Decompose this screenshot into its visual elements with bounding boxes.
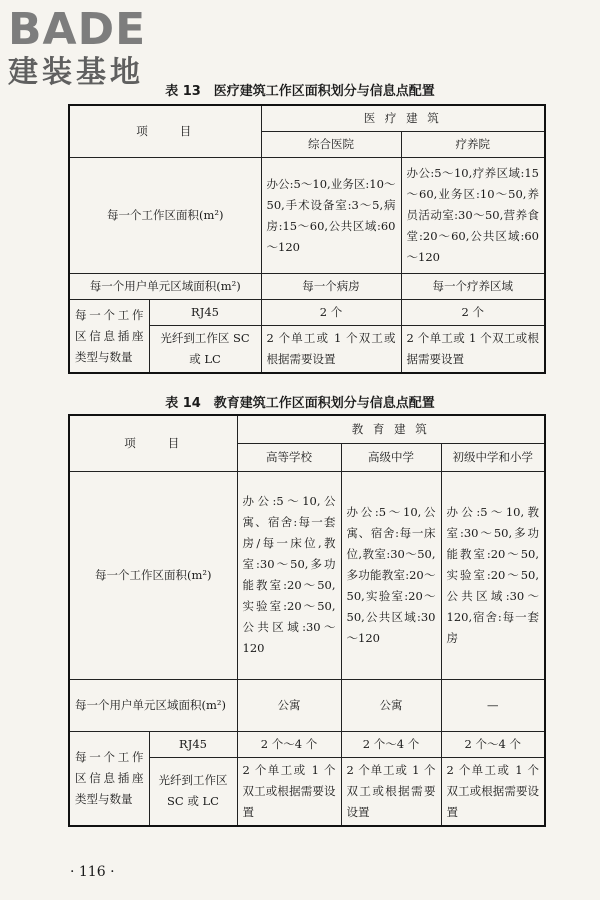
- logo-subtitle: 建装基地: [8, 55, 144, 90]
- cell-user-unit-sanatorium: 每一个疗养区域: [401, 274, 545, 300]
- cell-workarea-sanatorium: 办公:5～10,疗养区域:15～60,业务区:10～50,养员活动室:30～50,营养食堂:20～60,公共区域:60～120: [401, 158, 545, 274]
- cell-user-unit-junior-primary: —: [441, 679, 545, 731]
- rj45-label: RJ45: [149, 300, 261, 326]
- page-number: · 116 ·: [70, 864, 115, 880]
- group-header: 医 疗 建 筑: [261, 105, 545, 132]
- group-header: 教 育 建 筑: [237, 415, 545, 443]
- cell-workarea-university: 办公:5～10,公寓、宿舍:每一套房/每一床位,教室:30～50,多功能教室:20～50,实验室:20～50,公共区域:30～120: [237, 471, 341, 679]
- item-header: 项 目: [69, 105, 261, 158]
- cell-rj45-general-hospital: 2 个: [261, 300, 401, 326]
- col-header-general-hospital: 综合医院: [261, 132, 401, 158]
- row-label-socket: 每一个工作区信息插座类型与数量: [69, 731, 149, 826]
- col-header-senior-high: 高级中学: [341, 443, 441, 471]
- item-header: 项 目: [69, 415, 237, 471]
- cell-rj45-junior-primary: 2 个～4 个: [441, 731, 545, 757]
- row-label-workarea: 每一个工作区面积(m²): [69, 471, 237, 679]
- cell-fiber-junior-primary: 2 个单工或 1 个双工或根据需要设置: [441, 757, 545, 826]
- table14-caption: 表 14 教育建筑工作区面积划分与信息点配置: [165, 396, 435, 411]
- cell-workarea-senior-high: 办公:5～10,公寓、宿舍:每一床位,教室:30～50,多功能教室:20～50,实验室:20～50,公共区域:30～120: [341, 471, 441, 679]
- fiber-label: 光纤到工作区 SC 或 LC: [149, 326, 261, 374]
- table-14-education: [68, 414, 546, 827]
- col-header-sanatorium: 疗养院: [401, 132, 545, 158]
- cell-fiber-university: 2 个单工或 1 个双工或根据需要设置: [237, 757, 341, 826]
- cell-workarea-junior-primary: 办公:5～10,教室:30～50,多功能教室:20～50,实验室:20～50,公共区域:30～120,宿舍:每一套房: [441, 471, 545, 679]
- row-label-socket: 每一个工作区信息插座类型与数量: [69, 300, 149, 374]
- logo-wordmark: BADE: [8, 4, 147, 55]
- cell-fiber-sanatorium: 2 个单工或 1 个双工或根据需要设置: [401, 326, 545, 374]
- cell-user-unit-general-hospital: 每一个病房: [261, 274, 401, 300]
- row-label-workarea: 每一个工作区面积(m²): [69, 158, 261, 274]
- row-label-user-unit: 每一个用户单元区域面积(m²): [69, 679, 237, 731]
- bade-logo: [8, 6, 198, 90]
- cell-user-unit-senior-high: 公寓: [341, 679, 441, 731]
- col-header-junior-primary: 初级中学和小学: [441, 443, 545, 471]
- cell-rj45-senior-high: 2 个～4 个: [341, 731, 441, 757]
- rj45-label: RJ45: [149, 731, 237, 757]
- cell-rj45-university: 2 个～4 个: [237, 731, 341, 757]
- fiber-label: 光纤到工作区 SC 或 LC: [149, 757, 237, 826]
- cell-fiber-senior-high: 2 个单工或 1 个双工或根据需要设置: [341, 757, 441, 826]
- table-13-medical: [68, 104, 546, 374]
- cell-workarea-general-hospital: 办公:5～10,业务区:10～50,手术设备室:3～5,病房:15～60,公共区域:60～120: [261, 158, 401, 274]
- cell-fiber-general-hospital: 2 个单工或 1 个双工或根据需要设置: [261, 326, 401, 374]
- col-header-university: 高等学校: [237, 443, 341, 471]
- cell-user-unit-university: 公寓: [237, 679, 341, 731]
- cell-rj45-sanatorium: 2 个: [401, 300, 545, 326]
- table13-caption: 表 13 医疗建筑工作区面积划分与信息点配置: [165, 84, 435, 99]
- row-label-user-unit: 每一个用户单元区域面积(m²): [69, 274, 261, 300]
